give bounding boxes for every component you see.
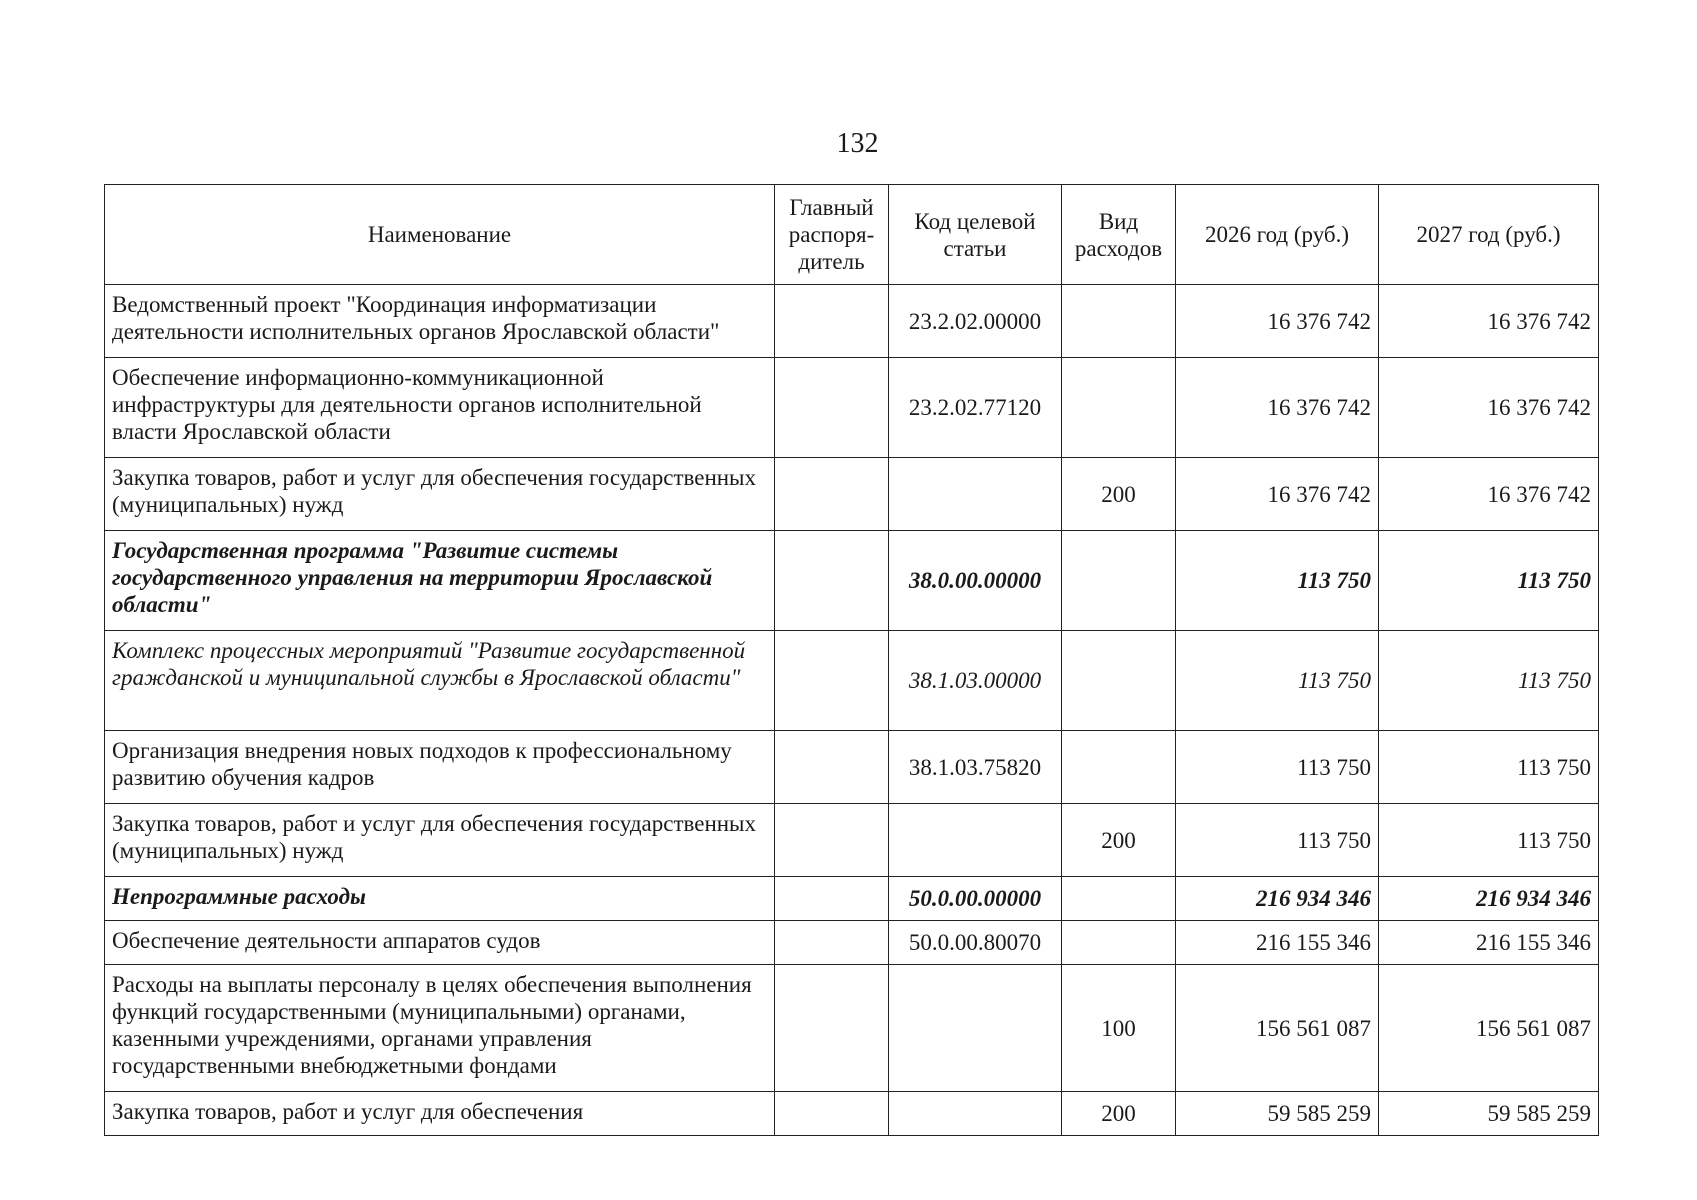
header-code: Код целевой статьи [889,185,1062,285]
row-manager [775,1092,889,1136]
row-2026: 156 561 087 [1176,965,1379,1092]
table-header-row [105,185,1599,285]
row-2026: 216 934 346 [1176,877,1379,921]
row-2026: 113 750 [1176,531,1379,631]
header-kind: Вид расходов [1062,185,1176,285]
row-kind [1062,531,1176,631]
row-2026: 216 155 346 [1176,921,1379,965]
row-name: Непрограммные расходы [105,877,775,921]
row-code [889,458,1062,531]
row-name: Комплекс процессных мероприятий "Развитие государственной гражданской и муниципальной службы в Ярославской области" [105,631,775,731]
row-2027: 113 750 [1379,531,1599,631]
row-kind [1062,631,1176,731]
table-row [105,1092,1599,1136]
row-2027: 113 750 [1379,804,1599,877]
row-name: Ведомственный проект "Координация информатизации деятельности исполнительных органов Ярославской области" [105,285,775,358]
row-kind [1062,921,1176,965]
row-kind: 200 [1062,804,1176,877]
row-2027: 16 376 742 [1379,458,1599,531]
table-row [105,531,1599,631]
row-manager [775,458,889,531]
table-row [105,458,1599,531]
table-row [105,731,1599,804]
row-2026: 113 750 [1176,731,1379,804]
row-name: Обеспечение информационно-коммуникационной инфраструктуры для деятельности органов исполнительной власти Ярославской области [105,358,775,458]
row-kind: 100 [1062,965,1176,1092]
row-code [889,804,1062,877]
row-kind: 200 [1062,458,1176,531]
row-manager [775,631,889,731]
row-code [889,1092,1062,1136]
row-name: Государственная программа "Развитие системы государственного управления на территории Ярославской области" [105,531,775,631]
row-kind [1062,358,1176,458]
row-code [889,965,1062,1092]
row-code: 50.0.00.00000 [889,877,1062,921]
row-code: 38.1.03.00000 [889,631,1062,731]
row-2026: 16 376 742 [1176,285,1379,358]
table-row [105,965,1599,1092]
header-2027: 2027 год (руб.) [1379,185,1599,285]
row-kind [1062,731,1176,804]
header-manager: Главный распоря-дитель [775,185,889,285]
row-2026: 59 585 259 [1176,1092,1379,1136]
row-manager [775,531,889,631]
row-2026: 113 750 [1176,804,1379,877]
row-2027: 16 376 742 [1379,358,1599,458]
row-2026: 16 376 742 [1176,358,1379,458]
row-manager [775,358,889,458]
table-row [105,285,1599,358]
table-row [105,358,1599,458]
row-code: 50.0.00.80070 [889,921,1062,965]
row-2027: 156 561 087 [1379,965,1599,1092]
row-name: Обеспечение деятельности аппаратов судов [105,921,775,965]
row-2026: 113 750 [1176,631,1379,731]
row-2027: 113 750 [1379,631,1599,731]
row-manager [775,877,889,921]
row-manager [775,965,889,1092]
row-2026: 16 376 742 [1176,458,1379,531]
row-kind [1062,285,1176,358]
row-2027: 216 155 346 [1379,921,1599,965]
row-kind: 200 [1062,1092,1176,1136]
row-name: Закупка товаров, работ и услуг для обеспечения государственных (муниципальных) нужд [105,804,775,877]
row-2027: 216 934 346 [1379,877,1599,921]
row-name: Закупка товаров, работ и услуг для обеспечения [105,1092,775,1136]
row-manager [775,921,889,965]
budget-table [104,184,1599,1136]
row-2027: 16 376 742 [1379,285,1599,358]
row-name: Расходы на выплаты персоналу в целях обеспечения выполнения функций государственными (муниципальными) органами, казенными учреждениями, органами управления государственными внебюджетными фондами [105,965,775,1092]
row-name: Организация внедрения новых подходов к профессиональному развитию обучения кадров [105,731,775,804]
table-body [105,285,1599,1136]
row-name: Закупка товаров, работ и услуг для обеспечения государственных (муниципальных) нужд [105,458,775,531]
row-manager [775,731,889,804]
row-manager [775,804,889,877]
table-row [105,921,1599,965]
table-row [105,804,1599,877]
table-row [105,631,1599,731]
header-2026: 2026 год (руб.) [1176,185,1379,285]
row-manager [775,285,889,358]
table-row [105,877,1599,921]
row-code: 38.0.00.00000 [889,531,1062,631]
header-name: Наименование [105,185,775,285]
row-code: 38.1.03.75820 [889,731,1062,804]
row-2027: 113 750 [1379,731,1599,804]
row-code: 23.2.02.77120 [889,358,1062,458]
page-number: 132 [836,128,879,159]
row-code: 23.2.02.00000 [889,285,1062,358]
row-kind [1062,877,1176,921]
row-2027: 59 585 259 [1379,1092,1599,1136]
